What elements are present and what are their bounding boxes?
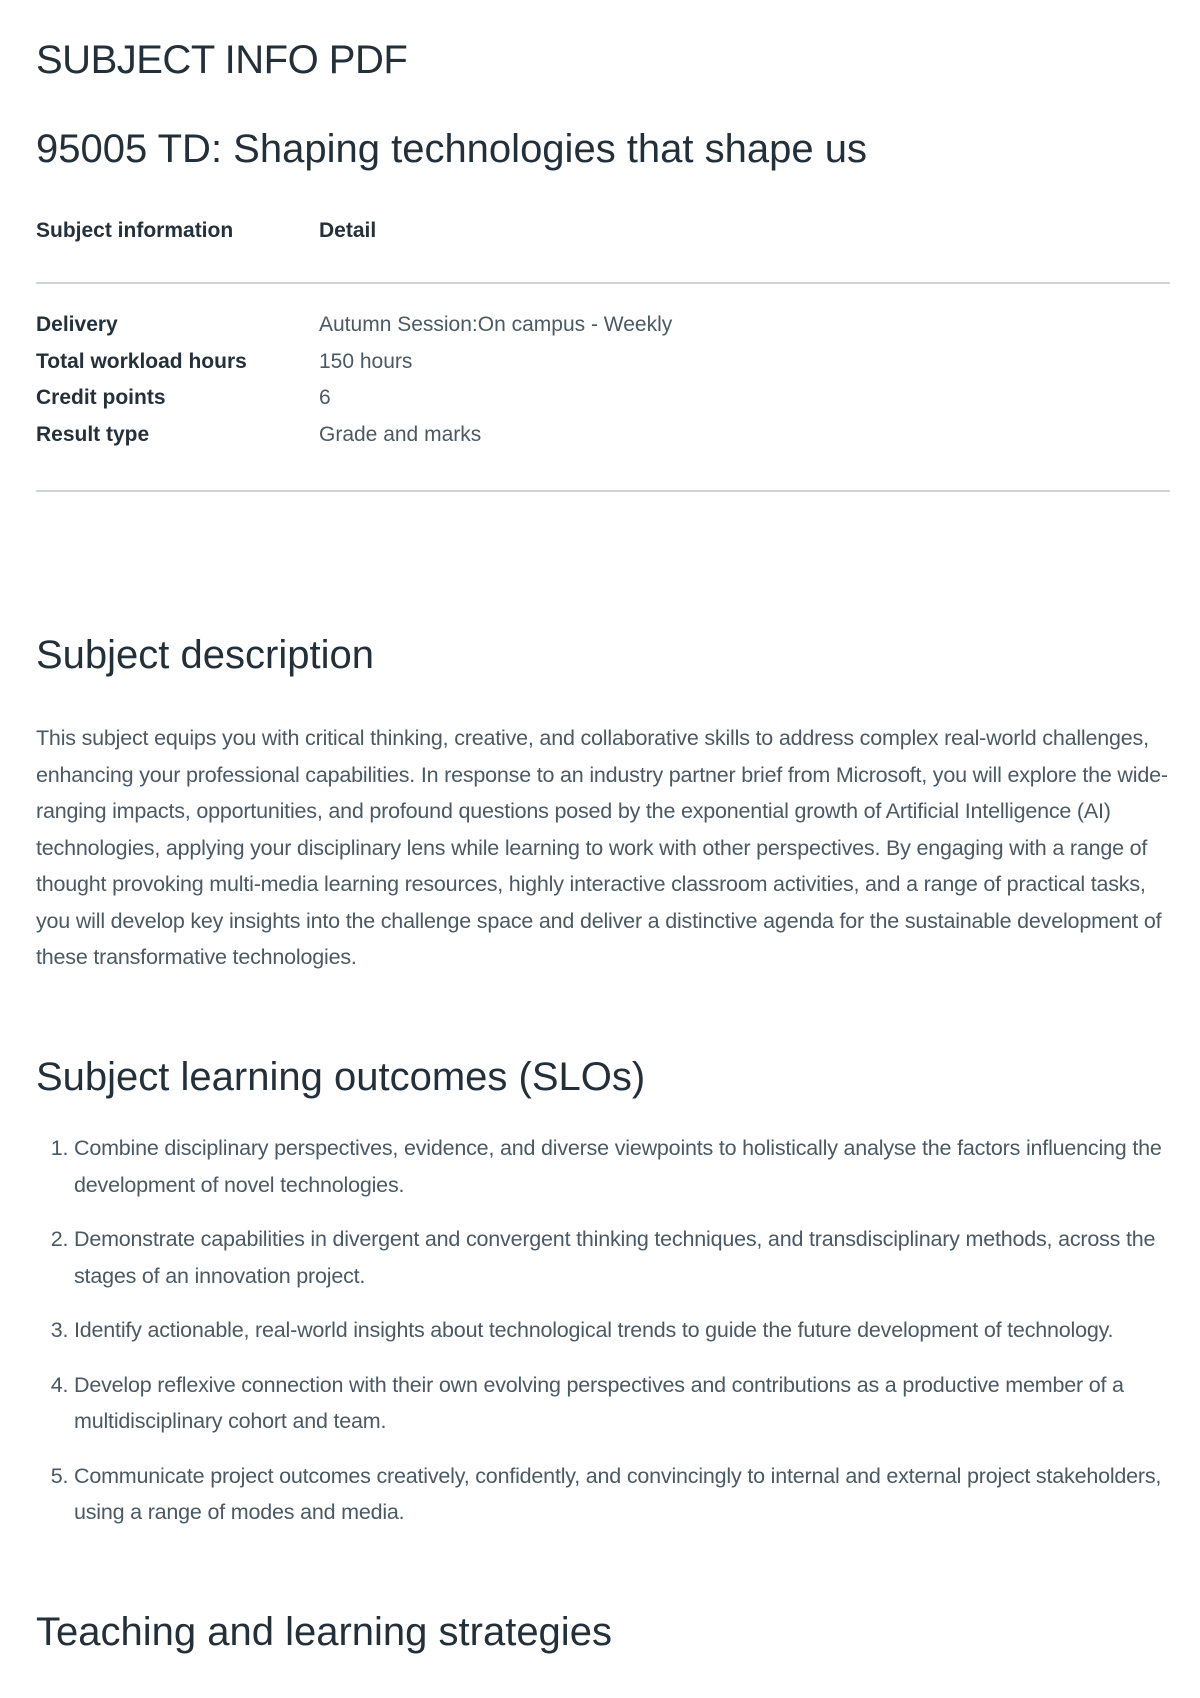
- subject-description-text: This subject equips you with critical thinking, creative, and collaborative skills to address complex real-world challenges, enhancing your professional capabilities. In response to an industry partner brief from Microsoft, you will explore the wide-ranging impacts, opportunities, and profound questions posed by the exponential growth of Artificial Intelligence (AI) technologies, applying your disciplinary lens while learning to work with other perspectives. By engaging with a range of thought provoking multi-media learning resources, highly interactive classroom activities, and a range of practical tasks, you will develop key insights into the challenge space and deliver a distinctive agenda for the sustainable development of these transformative technologies.: [36, 726, 1168, 969]
- header-subject-information: Subject information: [36, 219, 234, 242]
- table-divider-top: [36, 282, 1170, 284]
- table-divider-bottom: [36, 490, 1170, 492]
- learning-outcome-item: 2. Demonstrate capabilities in divergent and convergent thinking techniques, and transdisciplinary methods, across the stages of an innovation project.: [74, 1221, 1170, 1294]
- learning-outcome-item: 4. Develop reflexive connection with their own evolving perspectives and contributions as a productive member of a multidisciplinary cohort and team.: [74, 1367, 1170, 1440]
- info-key: Delivery: [36, 313, 118, 336]
- info-key: Total workload hours: [36, 349, 247, 373]
- info-key: Credit points: [36, 386, 166, 409]
- info-row-credit-points: [36, 386, 1170, 423]
- learning-outcome-item: 1. Combine disciplinary perspectives, evidence, and diverse viewpoints to holistically analyse the factors influencing the development of novel technologies.: [74, 1130, 1170, 1203]
- info-table-body: [36, 313, 1170, 459]
- learning-outcome-item: 3. Identify actionable, real-world insights about technological trends to guide the future development of technology.: [74, 1312, 1170, 1349]
- info-value: Autumn Session:On campus - Weekly: [319, 313, 673, 336]
- learning-outcomes-heading: Subject learning outcomes (SLOs): [36, 1055, 646, 1099]
- subject-description-heading: Subject description: [36, 633, 374, 677]
- document-label: SUBJECT INFO PDF: [36, 38, 408, 82]
- info-value: 150 hours: [319, 349, 413, 373]
- info-row-result-type: [36, 423, 1170, 460]
- info-row-delivery: [36, 313, 1170, 350]
- info-row-workload: [36, 350, 1170, 387]
- info-key: Result type: [36, 422, 150, 446]
- info-value: Grade and marks: [319, 422, 482, 446]
- teaching-strategies-heading: Teaching and learning strategies: [36, 1610, 612, 1654]
- info-value: 6: [319, 386, 331, 409]
- learning-outcome-item: 5. Communicate project outcomes creatively, confidently, and convincingly to internal and external project stakeholders, using a range of modes and media.: [74, 1458, 1170, 1531]
- subject-title: 95005 TD: Shaping technologies that shape us: [36, 127, 867, 171]
- learning-outcomes-list: [36, 1130, 1170, 1549]
- header-detail: Detail: [319, 219, 377, 242]
